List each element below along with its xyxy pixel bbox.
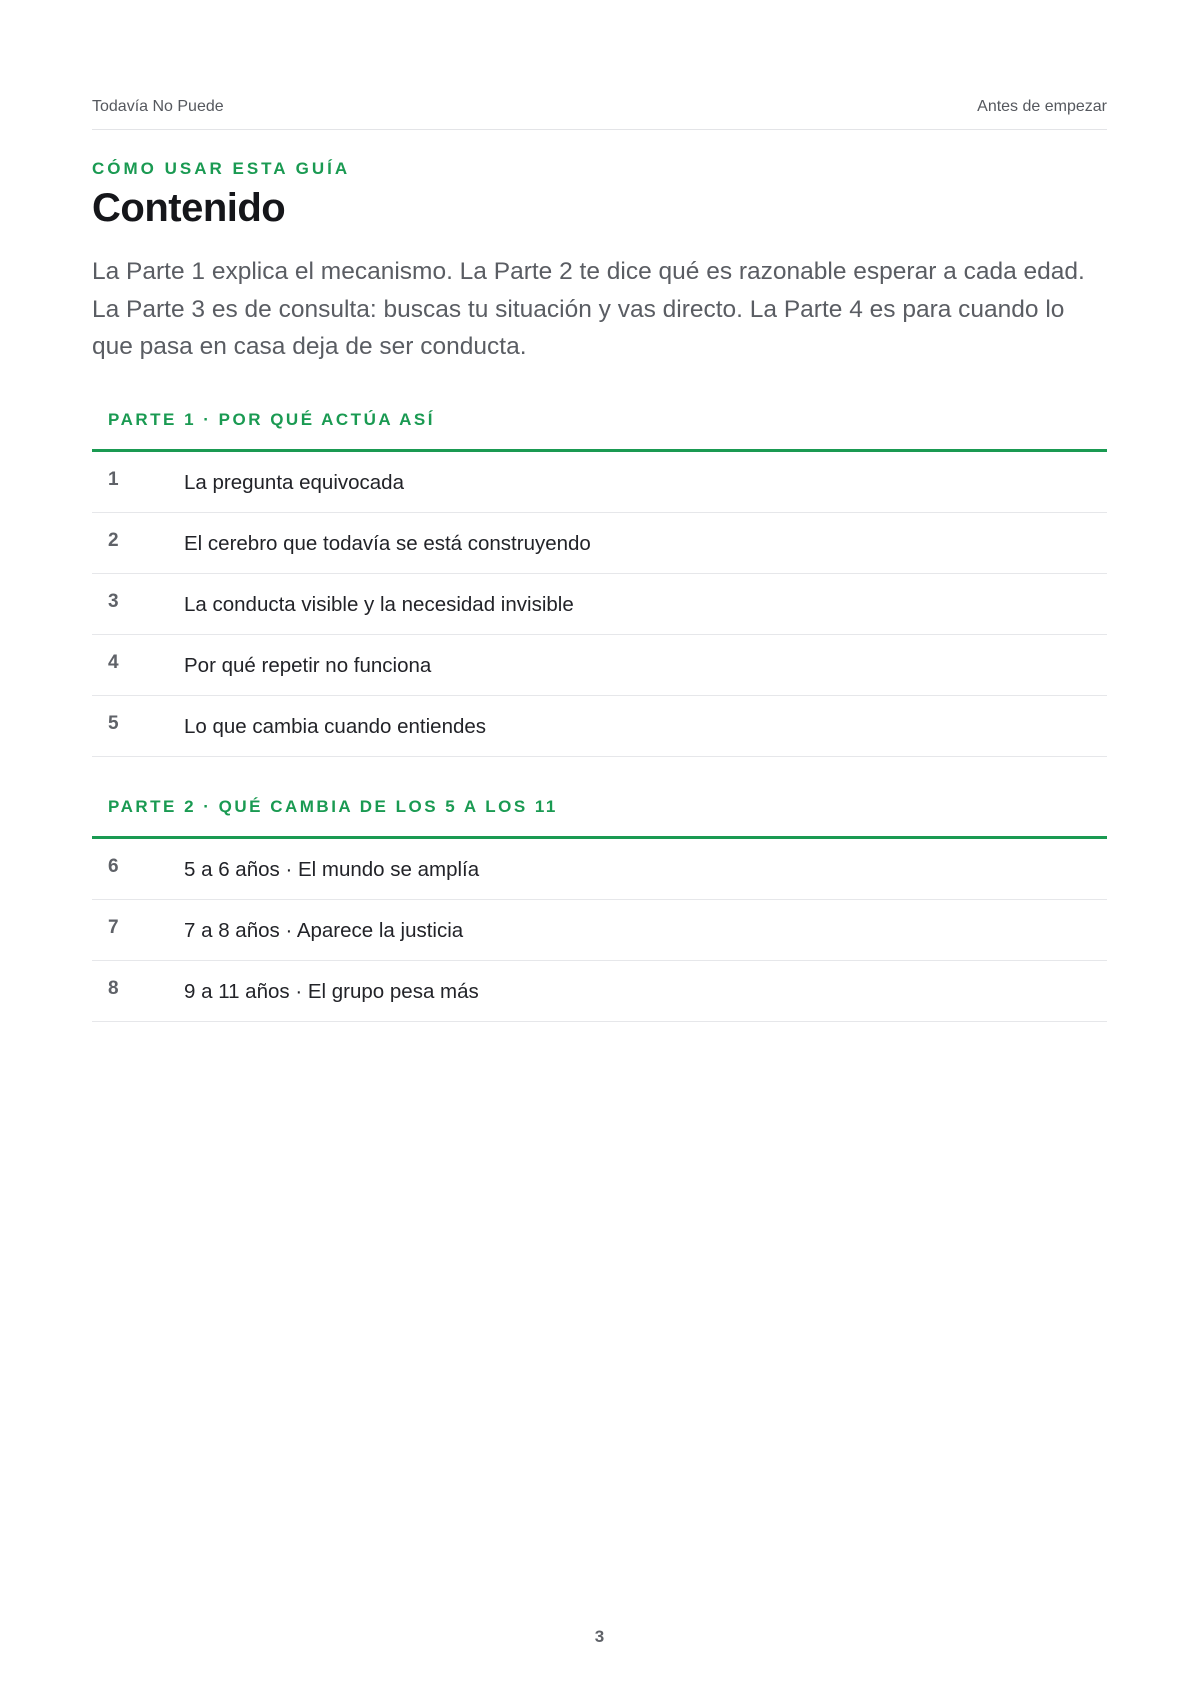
intro-paragraph: La Parte 1 explica el mecanismo. La Parte 2 te dice qué es razonable esperar a cada edad. La Parte 3 es de consulta: buscas tu situación y vas directo. La Parte 4 es para cuando lo que pasa en casa deja de ser conducta. — [92, 258, 1085, 360]
section-heading: PARTE 1 · POR QUÉ ACTÚA ASÍ — [92, 408, 1107, 452]
toc-entry-7[interactable] — [92, 900, 1107, 961]
page-number: 3 — [594, 1627, 605, 1646]
toc-entry-1[interactable] — [92, 452, 1107, 513]
toc-entry-3[interactable] — [92, 574, 1107, 635]
eyebrow-label: CÓMO USAR ESTA GUÍA — [92, 159, 351, 178]
document-page — [92, 0, 1107, 1685]
toc-list — [92, 452, 1107, 757]
toc-entry-title: 5 a 6 años · El mundo se amplía — [184, 858, 480, 881]
toc-section-part-2 — [92, 795, 1107, 1022]
toc-entry-title: La conducta visible y la necesidad invisible — [184, 593, 574, 616]
toc-entry-8[interactable] — [92, 961, 1107, 1022]
toc-entry-number: 2 — [108, 530, 119, 551]
toc-entry-number: 4 — [108, 652, 119, 673]
page-title: Contenido — [92, 186, 286, 230]
toc-entry-title: El cerebro que todavía se está construyendo — [184, 532, 591, 555]
toc-entry-2[interactable] — [92, 513, 1107, 574]
toc-entry-5[interactable] — [92, 696, 1107, 757]
toc-entry-number: 1 — [108, 469, 119, 490]
toc-entry-6[interactable] — [92, 839, 1107, 900]
book-title: Todavía No Puede — [92, 98, 224, 115]
toc-section-part-1 — [92, 408, 1107, 757]
toc-entry-number: 6 — [108, 856, 119, 877]
toc-entry-number: 5 — [108, 713, 119, 734]
toc-entry-4[interactable] — [92, 635, 1107, 696]
toc-entry-number: 3 — [108, 591, 119, 612]
toc-list — [92, 839, 1107, 1022]
section-name: Antes de empezar — [977, 98, 1107, 115]
toc-entry-number: 8 — [108, 978, 119, 999]
section-heading: PARTE 2 · QUÉ CAMBIA DE LOS 5 A LOS 11 — [92, 795, 1107, 839]
toc-entry-title: 9 a 11 años · El grupo pesa más — [184, 980, 479, 1003]
toc-entry-title: Por qué repetir no funciona — [184, 654, 432, 677]
toc-entry-title: La pregunta equivocada — [184, 471, 404, 494]
running-header — [92, 98, 1107, 130]
toc-entry-title: 7 a 8 años · Aparece la justicia — [184, 919, 464, 942]
toc-entry-title: Lo que cambia cuando entiendes — [184, 715, 487, 738]
toc-entry-number: 7 — [108, 917, 119, 938]
